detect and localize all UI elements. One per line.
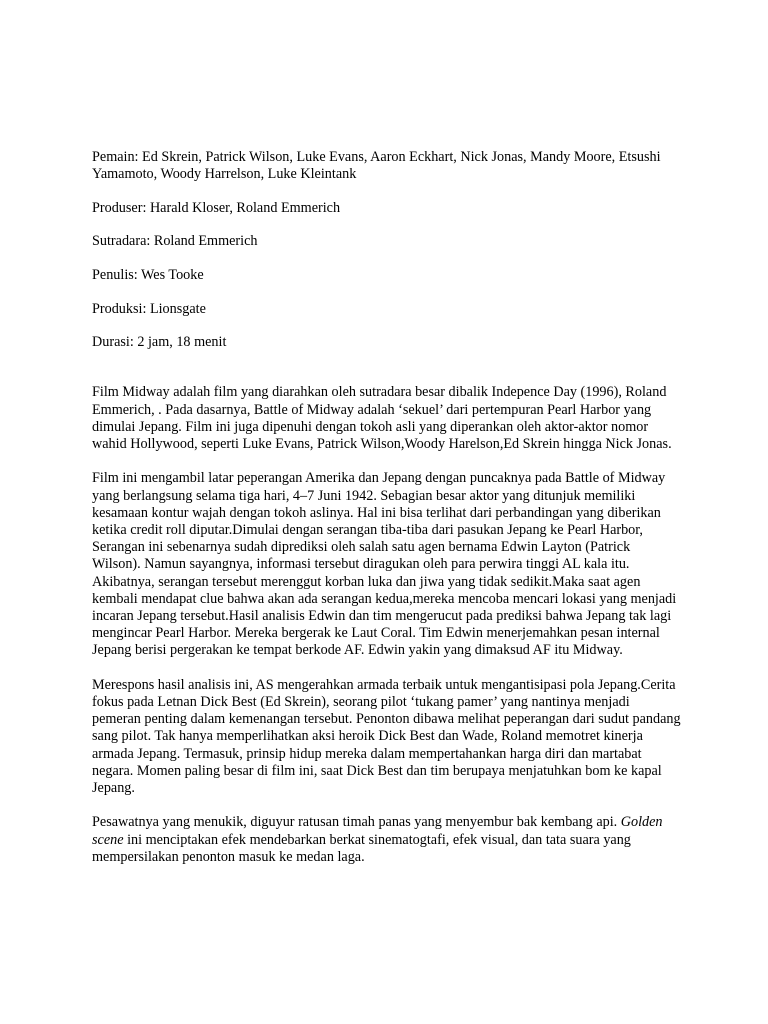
credit-label: Durasi: — [92, 334, 134, 351]
credit-value: 2 jam, 18 menit — [137, 334, 227, 351]
credit-value: Ed Skrein, Patrick Wilson, Luke Evans, Aaron Eckhart, Nick Jonas, Mandy Moore, Etsushi Yamamoto, Woody Harrelson, Luke Kleintank — [92, 149, 661, 183]
credit-value: Lionsgate — [149, 300, 206, 317]
credit-duration — [92, 334, 682, 351]
paragraph-intro: Film Midway adalah film yang diarahkan oleh sutradara besar dibalik Indepence Day (1996), Roland Emmerich, . Pada dasarnya, Battle of Midway adalah ‘sekuel’ dari pertempuran Pearl Harbor yang dimulai Jepang. Film ini juga dipenuhi dengan tokoh asli yang diperankan oleh aktor-aktor nomor wahid Hollywood, seperti Luke Evans, Patrick Wilson,Woody Harelson,Ed Skrein hingga Nick Jonas. — [92, 384, 672, 452]
credit-value: Harald Kloser, Roland Emmerich — [149, 199, 341, 216]
credit-cast — [92, 149, 682, 183]
paragraph-plot: Film ini mengambil latar peperangan Amerika dan Jepang dengan puncaknya pada Battle of Midway yang berlangsung selama tiga hari, 4–7 Juni 1942. Sebagian besar aktor yang ditunjuk memiliki kesamaan kontur wajah dengan tokoh aslinya. Hal ini bisa terlihat dari perbandingan yang diberikan ketika credit roll diputar.Dimulai dengan serangan tiba-tiba dari pasukan Jepang ke Pearl Harbor, Serangan ini sebenarnya sudah diprediksi oleh salah satu agen bernama Edwin Layton (Patrick Wilson). Namun sayangnya, informasi tersebut diragukan oleh para perwira tinggi AL kala itu. Akibatnya, serangan tersebut merenggut korban luka dan jiwa yang tidak sedikit.Maka saat agen kembali mendapat clue bahwa akan ada serangan kedua,mereka mencoba mencari lokasi yang menjadi incaran Jepang tersebut.Hasil analisis Edwin dan tim mengerucut pada prediksi bahwa Jepang tak lagi mengincar Pearl Harbor. Mereka bergerak ke Laut Coral. Tim Edwin menerjemahkan pesan internal Jepang berisi pergerakan ke tempat berkode AF. Edwin yakin yang dimaksud AF itu Midway. — [92, 470, 677, 659]
review-body — [92, 384, 682, 866]
credit-label: Sutradara: — [92, 233, 151, 250]
paragraph-text: ini menciptakan efek mendebarkan berkat sinematogtafi, efek visual, dan tata suara yang mempersilakan penonton masuk ke medan laga. — [92, 831, 631, 865]
credit-value: Roland Emmerich — [153, 233, 258, 250]
credit-label: Produksi: — [92, 300, 147, 317]
credit-producer — [92, 200, 682, 217]
section-spacer — [92, 368, 682, 385]
paragraph-focus: Merespons hasil analisis ini, AS mengerahkan armada terbaik untuk mengantisipasi pola Jepang.Cerita fokus pada Letnan Dick Best (Ed Skrein), seorang pilot ‘tukang pamer’ yang nantinya menjadi pemeran penting dalam kemenangan tersebut. Penonton dibawa melihat peperangan dari sudut pandang sang pilot. Tak hanya memperlihatkan aksi heroik Dick Best dan Wade, Roland memotret kinerja armada Jepang. Termasuk, prinsip hidup mereka dalam mempertahankan harga diri dan martabat negara. Momen paling besar di film ini, saat Dick Best dan tim berupaya menjatuhkan bom ke kapal Jepang. — [92, 676, 681, 796]
credit-label: Pemain: — [92, 149, 139, 165]
credit-value: Wes Tooke — [141, 266, 204, 283]
paragraph-text: Pesawatnya yang menukik, diguyur ratusan timah panas yang menyembur bak kembang api. — [92, 814, 621, 831]
credit-writer — [92, 267, 682, 284]
credit-label: Produser: — [92, 199, 147, 216]
credit-label: Penulis: — [92, 266, 138, 283]
paragraph-golden-scene — [92, 814, 682, 866]
credits-section — [92, 149, 682, 351]
italic-term: Golden scene — [92, 814, 663, 848]
credit-production — [92, 301, 682, 318]
credit-director — [92, 233, 682, 250]
document-page — [92, 149, 682, 866]
